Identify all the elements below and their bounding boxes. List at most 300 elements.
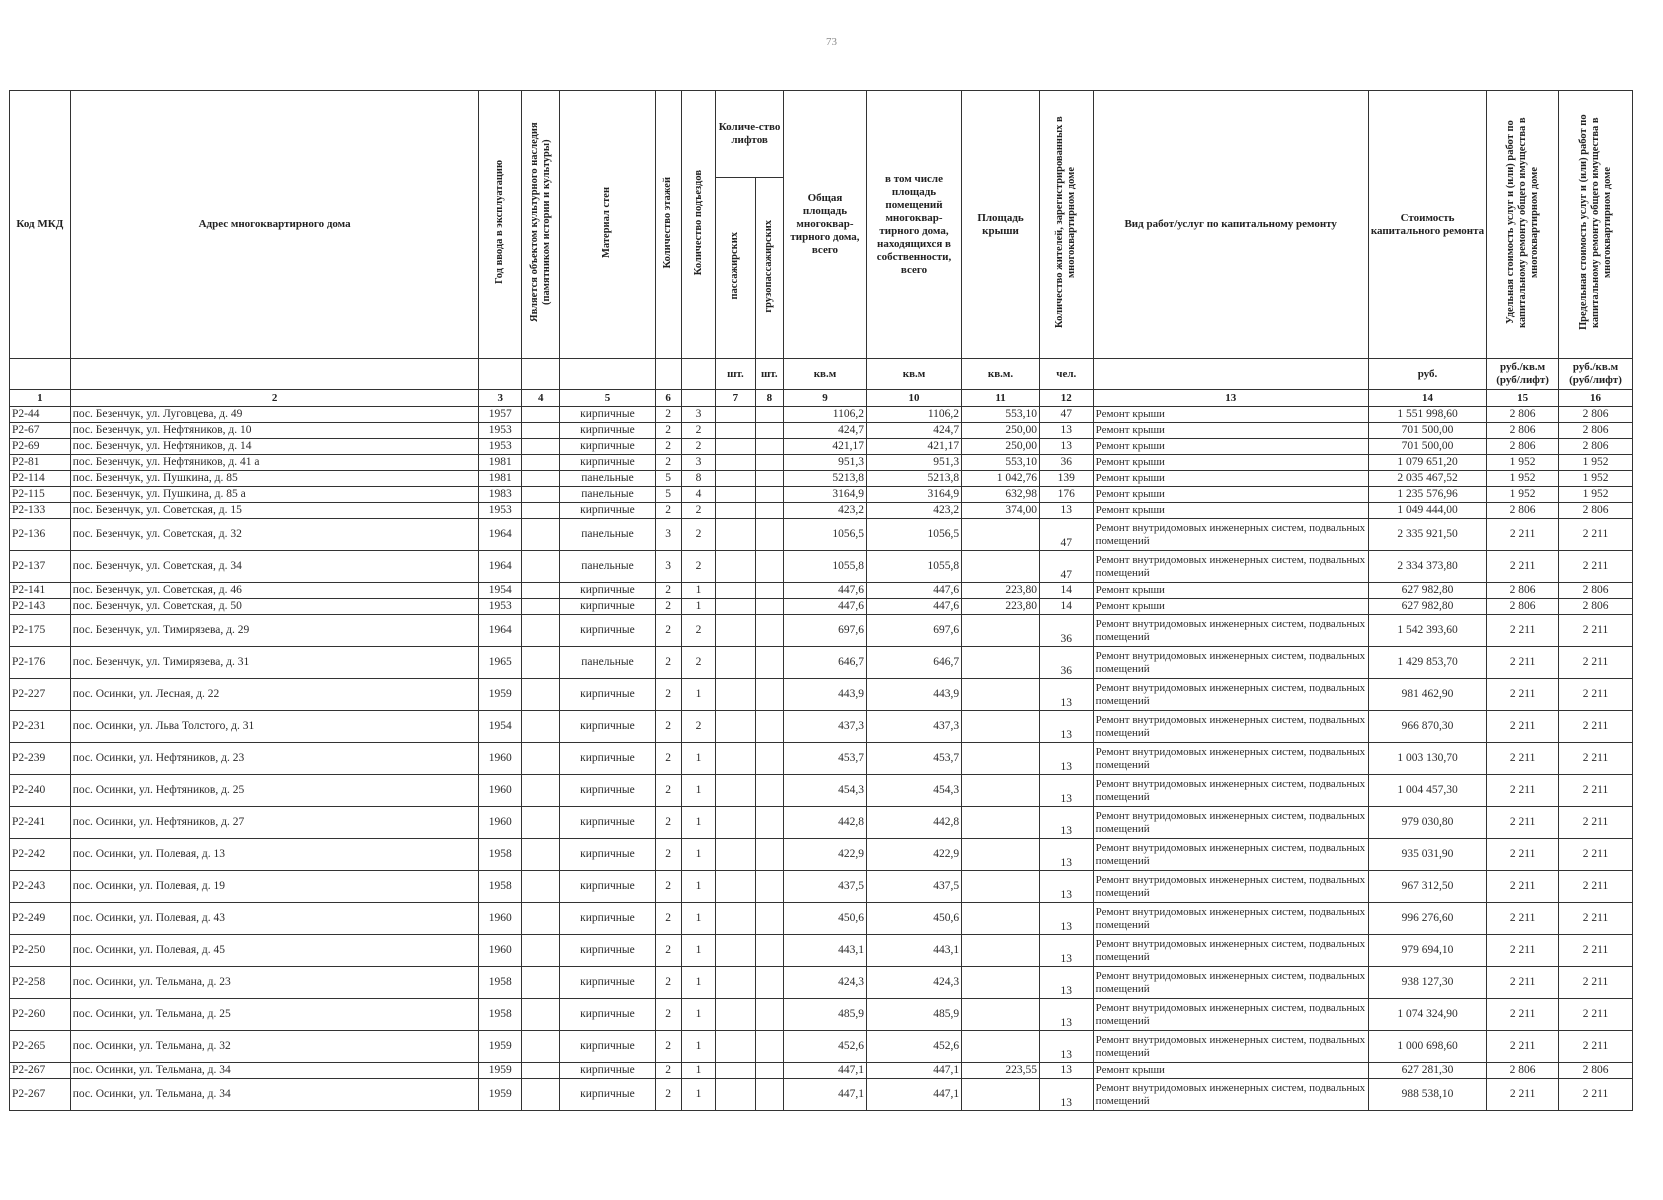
cell-material: кирпичные <box>560 871 655 903</box>
cell-lifts-passenger <box>716 455 755 471</box>
table-row <box>10 871 1633 903</box>
cell-heritage <box>521 599 559 615</box>
header-unit-cost: Удельная стоимость услуг и (или) работ по капитальному ремонту общего имущества в многоквартирном доме <box>1487 91 1559 359</box>
cell-roof-area: 250,00 <box>962 439 1040 455</box>
cell-code: Р2-81 <box>10 455 71 471</box>
column-number: 6 <box>655 390 681 407</box>
cell-floors: 2 <box>655 1079 681 1111</box>
cell-work-type: Ремонт крыши <box>1093 583 1368 599</box>
cell-material: кирпичные <box>560 679 655 711</box>
cell-total-area: 424,3 <box>783 967 866 999</box>
column-number: 16 <box>1559 390 1633 407</box>
cell-roof-area <box>962 935 1040 967</box>
unit-max-cost: руб./кв.м (руб/лифт) <box>1559 359 1633 390</box>
cell-residents: 13 <box>1039 1063 1093 1079</box>
cell-floors: 2 <box>655 743 681 775</box>
cell-year: 1983 <box>479 487 521 503</box>
cell-code: Р2-250 <box>10 935 71 967</box>
cell-entrances: 4 <box>681 487 715 503</box>
header-year: Год ввода в эксплуатацию <box>479 91 521 359</box>
cell-roof-area: 553,10 <box>962 455 1040 471</box>
cell-lifts-passenger <box>716 407 755 423</box>
cell-floors: 2 <box>655 439 681 455</box>
cell-code: Р2-267 <box>10 1079 71 1111</box>
cell-max-cost: 2 211 <box>1559 807 1633 839</box>
cell-entrances: 1 <box>681 999 715 1031</box>
cell-material: кирпичные <box>560 1031 655 1063</box>
header-roof-area: Площадь крыши <box>962 91 1040 359</box>
cell-material: кирпичные <box>560 999 655 1031</box>
cell-heritage <box>521 455 559 471</box>
cell-max-cost: 2 806 <box>1559 1063 1633 1079</box>
cell-entrances: 3 <box>681 455 715 471</box>
cell-unit-cost: 2 211 <box>1487 519 1559 551</box>
cell-entrances: 3 <box>681 407 715 423</box>
cell-address: пос. Безенчук, ул. Советская, д. 15 <box>70 503 479 519</box>
cell-owned-area: 437,3 <box>866 711 961 743</box>
cell-address: пос. Осинки, ул. Нефтяников, д. 27 <box>70 807 479 839</box>
cell-max-cost: 1 952 <box>1559 487 1633 503</box>
cell-material: кирпичные <box>560 407 655 423</box>
column-number: 4 <box>521 390 559 407</box>
cell-floors: 2 <box>655 967 681 999</box>
column-number: 8 <box>755 390 783 407</box>
cell-work-type: Ремонт внутридомовых инженерных систем, подвальных помещений <box>1093 871 1368 903</box>
cell-total-area: 3164,9 <box>783 487 866 503</box>
cell-lifts-cargo <box>755 711 783 743</box>
cell-roof-area <box>962 711 1040 743</box>
cell-code: Р2-143 <box>10 599 71 615</box>
table-row <box>10 615 1633 647</box>
cell-code: Р2-243 <box>10 871 71 903</box>
column-number <box>681 390 715 407</box>
cell-work-type: Ремонт внутридомовых инженерных систем, подвальных помещений <box>1093 647 1368 679</box>
table-row <box>10 551 1633 583</box>
column-number: 9 <box>783 390 866 407</box>
cell-entrances: 1 <box>681 599 715 615</box>
cell-address: пос. Осинки, ул. Тельмана, д. 34 <box>70 1063 479 1079</box>
cell-material: панельные <box>560 647 655 679</box>
cell-address: пос. Безенчук, ул. Тимирязева, д. 29 <box>70 615 479 647</box>
cell-heritage <box>521 807 559 839</box>
table-row <box>10 487 1633 503</box>
cell-residents: 13 <box>1039 935 1093 967</box>
cell-owned-area: 424,7 <box>866 423 961 439</box>
cell-owned-area: 3164,9 <box>866 487 961 503</box>
table-row <box>10 407 1633 423</box>
cell-owned-area: 697,6 <box>866 615 961 647</box>
cell-roof-area <box>962 775 1040 807</box>
cell-year: 1958 <box>479 871 521 903</box>
cell-lifts-cargo <box>755 743 783 775</box>
cell-owned-area: 422,9 <box>866 839 961 871</box>
header-address: Адрес многоквартирного дома <box>70 91 479 359</box>
header-lifts-cargo: грузопассажирских <box>755 177 783 358</box>
cell-work-type: Ремонт внутридомовых инженерных систем, подвальных помещений <box>1093 743 1368 775</box>
unit-roof-area: кв.м. <box>962 359 1040 390</box>
cell-cost: 967 312,50 <box>1368 871 1486 903</box>
cell-code: Р2-242 <box>10 839 71 871</box>
table-row <box>10 1031 1633 1063</box>
cell-lifts-cargo <box>755 1079 783 1111</box>
cell-entrances: 1 <box>681 775 715 807</box>
cell-unit-cost: 2 211 <box>1487 999 1559 1031</box>
cell-roof-area <box>962 839 1040 871</box>
cell-owned-area: 1106,2 <box>866 407 961 423</box>
cell-residents: 13 <box>1039 807 1093 839</box>
cell-floors: 2 <box>655 455 681 471</box>
cell-address: пос. Осинки, ул. Полевая, д. 13 <box>70 839 479 871</box>
cell-year: 1959 <box>479 1031 521 1063</box>
cell-material: кирпичные <box>560 743 655 775</box>
cell-total-area: 443,9 <box>783 679 866 711</box>
cell-lifts-passenger <box>716 807 755 839</box>
cell-residents: 13 <box>1039 439 1093 455</box>
cell-heritage <box>521 407 559 423</box>
cell-unit-cost: 2 211 <box>1487 903 1559 935</box>
cell-entrances: 1 <box>681 1079 715 1111</box>
cell-entrances: 2 <box>681 615 715 647</box>
cell-cost: 2 335 921,50 <box>1368 519 1486 551</box>
cell-entrances: 1 <box>681 871 715 903</box>
cell-roof-area: 553,10 <box>962 407 1040 423</box>
cell-code: Р2-137 <box>10 551 71 583</box>
header-max-cost: Предельная стоимость услуг и (или) работ по капитальному ремонту общего имущества в многоквартирном доме <box>1559 91 1633 359</box>
header-entrances: Количество подъездов <box>681 91 715 359</box>
cell-work-type: Ремонт внутридомовых инженерных систем, подвальных помещений <box>1093 775 1368 807</box>
cell-floors: 2 <box>655 583 681 599</box>
cell-code: Р2-176 <box>10 647 71 679</box>
cell-address: пос. Осинки, ул. Льва Толстого, д. 31 <box>70 711 479 743</box>
cell-year: 1960 <box>479 775 521 807</box>
cell-total-area: 442,8 <box>783 807 866 839</box>
cell-lifts-passenger <box>716 599 755 615</box>
cell-roof-area: 250,00 <box>962 423 1040 439</box>
cell-total-area: 1055,8 <box>783 551 866 583</box>
cell-code: Р2-136 <box>10 519 71 551</box>
cell-roof-area: 1 042,76 <box>962 471 1040 487</box>
cell-code: Р2-231 <box>10 711 71 743</box>
cell-max-cost: 2 211 <box>1559 615 1633 647</box>
cell-cost: 627 982,80 <box>1368 599 1486 615</box>
cell-work-type: Ремонт внутридомовых инженерных систем, подвальных помещений <box>1093 1079 1368 1111</box>
cell-total-area: 447,6 <box>783 583 866 599</box>
cell-work-type: Ремонт внутридомовых инженерных систем, подвальных помещений <box>1093 615 1368 647</box>
cell-address: пос. Осинки, ул. Тельмана, д. 32 <box>70 1031 479 1063</box>
cell-unit-cost: 2 211 <box>1487 967 1559 999</box>
cell-total-area: 443,1 <box>783 935 866 967</box>
cell-cost: 1 551 998,60 <box>1368 407 1486 423</box>
cell-year: 1960 <box>479 935 521 967</box>
cell-heritage <box>521 679 559 711</box>
cell-cost: 1 235 576,96 <box>1368 487 1486 503</box>
header-lifts-passenger: пассажирских <box>716 177 755 358</box>
cell-year: 1960 <box>479 903 521 935</box>
cell-total-area: 485,9 <box>783 999 866 1031</box>
table-row <box>10 775 1633 807</box>
cell-heritage <box>521 999 559 1031</box>
cell-address: пос. Безенчук, ул. Пушкина, д. 85 <box>70 471 479 487</box>
cell-unit-cost: 2 211 <box>1487 679 1559 711</box>
table-row <box>10 503 1633 519</box>
cell-work-type: Ремонт внутридомовых инженерных систем, подвальных помещений <box>1093 967 1368 999</box>
cell-lifts-passenger <box>716 711 755 743</box>
cell-roof-area <box>962 647 1040 679</box>
cell-roof-area <box>962 1031 1040 1063</box>
cell-lifts-cargo <box>755 455 783 471</box>
cell-code: Р2-44 <box>10 407 71 423</box>
cell-lifts-cargo <box>755 775 783 807</box>
cell-roof-area: 223,55 <box>962 1063 1040 1079</box>
cell-entrances: 1 <box>681 743 715 775</box>
cell-unit-cost: 2 211 <box>1487 839 1559 871</box>
cell-floors: 2 <box>655 903 681 935</box>
cell-unit-cost: 2 211 <box>1487 743 1559 775</box>
cell-residents: 13 <box>1039 1031 1093 1063</box>
cell-lifts-cargo <box>755 599 783 615</box>
cell-owned-area: 447,1 <box>866 1063 961 1079</box>
cell-lifts-cargo <box>755 471 783 487</box>
cell-entrances: 2 <box>681 647 715 679</box>
cell-code: Р2-115 <box>10 487 71 503</box>
cell-heritage <box>521 471 559 487</box>
cell-unit-cost: 2 211 <box>1487 935 1559 967</box>
cell-heritage <box>521 935 559 967</box>
cell-roof-area: 223,80 <box>962 583 1040 599</box>
cell-residents: 13 <box>1039 839 1093 871</box>
cell-lifts-passenger <box>716 1031 755 1063</box>
cell-address: пос. Осинки, ул. Тельмана, д. 25 <box>70 999 479 1031</box>
cell-year: 1959 <box>479 1063 521 1079</box>
cell-work-type: Ремонт крыши <box>1093 599 1368 615</box>
cell-roof-area <box>962 615 1040 647</box>
header-lifts: Количе-ство лифтов <box>716 91 784 178</box>
cell-owned-area: 1056,5 <box>866 519 961 551</box>
cell-heritage <box>521 423 559 439</box>
cell-residents: 36 <box>1039 455 1093 471</box>
cell-unit-cost: 2 211 <box>1487 775 1559 807</box>
cell-total-area: 447,6 <box>783 599 866 615</box>
cell-unit-cost: 2 211 <box>1487 871 1559 903</box>
cell-owned-area: 423,2 <box>866 503 961 519</box>
header-cost: Стоимость капитального ремонта <box>1368 91 1486 359</box>
cell-owned-area: 424,3 <box>866 967 961 999</box>
column-number-row <box>10 390 1633 407</box>
cell-residents: 13 <box>1039 679 1093 711</box>
column-number: 12 <box>1039 390 1093 407</box>
cell-residents: 13 <box>1039 423 1093 439</box>
cell-floors: 2 <box>655 807 681 839</box>
cell-heritage <box>521 967 559 999</box>
cell-code: Р2-227 <box>10 679 71 711</box>
cell-address: пос. Осинки, ул. Полевая, д. 43 <box>70 903 479 935</box>
cell-floors: 2 <box>655 711 681 743</box>
cell-cost: 701 500,00 <box>1368 423 1486 439</box>
cell-entrances: 1 <box>681 935 715 967</box>
cell-lifts-cargo <box>755 839 783 871</box>
cell-owned-area: 447,6 <box>866 583 961 599</box>
cell-unit-cost: 1 952 <box>1487 487 1559 503</box>
cell-work-type: Ремонт внутридомовых инженерных систем, подвальных помещений <box>1093 807 1368 839</box>
cell-lifts-passenger <box>716 871 755 903</box>
cell-heritage <box>521 487 559 503</box>
cell-total-area: 454,3 <box>783 775 866 807</box>
header-work-type: Вид работ/услуг по капитальному ремонту <box>1093 91 1368 359</box>
cell-owned-area: 485,9 <box>866 999 961 1031</box>
cell-material: кирпичные <box>560 967 655 999</box>
cell-roof-area <box>962 551 1040 583</box>
cell-roof-area <box>962 743 1040 775</box>
cell-cost: 988 538,10 <box>1368 1079 1486 1111</box>
cell-owned-area: 442,8 <box>866 807 961 839</box>
cell-max-cost: 2 211 <box>1559 839 1633 871</box>
cell-year: 1959 <box>479 1079 521 1111</box>
cell-max-cost: 1 952 <box>1559 471 1633 487</box>
header-heritage: Является объектом культурного наследия (памятником истории и культуры) <box>521 91 559 359</box>
cell-total-area: 1106,2 <box>783 407 866 423</box>
cell-residents: 13 <box>1039 1079 1093 1111</box>
cell-address: пос. Осинки, ул. Тельмана, д. 23 <box>70 967 479 999</box>
cell-max-cost: 2 211 <box>1559 999 1633 1031</box>
cell-owned-area: 452,6 <box>866 1031 961 1063</box>
cell-residents: 14 <box>1039 599 1093 615</box>
cell-max-cost: 2 806 <box>1559 503 1633 519</box>
cell-heritage <box>521 711 559 743</box>
column-number: 2 <box>70 390 479 407</box>
cell-entrances: 2 <box>681 519 715 551</box>
cell-lifts-cargo <box>755 503 783 519</box>
unit-owned-area: кв.м <box>866 359 961 390</box>
cell-total-area: 422,9 <box>783 839 866 871</box>
cell-address: пос. Безенчук, ул. Советская, д. 46 <box>70 583 479 599</box>
cell-entrances: 2 <box>681 551 715 583</box>
cell-unit-cost: 2 806 <box>1487 439 1559 455</box>
cell-residents: 13 <box>1039 903 1093 935</box>
cell-heritage <box>521 775 559 807</box>
cell-work-type: Ремонт внутридомовых инженерных систем, подвальных помещений <box>1093 551 1368 583</box>
cell-roof-area <box>962 519 1040 551</box>
cell-cost: 1 049 444,00 <box>1368 503 1486 519</box>
table-row <box>10 519 1633 551</box>
table-row <box>10 839 1633 871</box>
cell-material: кирпичные <box>560 439 655 455</box>
cell-address: пос. Безенчук, ул. Нефтяников, д. 14 <box>70 439 479 455</box>
cell-code: Р2-114 <box>10 471 71 487</box>
cell-lifts-cargo <box>755 551 783 583</box>
cell-owned-area: 450,6 <box>866 903 961 935</box>
cell-address: пос. Осинки, ул. Лесная, д. 22 <box>70 679 479 711</box>
cell-unit-cost: 2 806 <box>1487 599 1559 615</box>
cell-address: пос. Безенчук, ул. Тимирязева, д. 31 <box>70 647 479 679</box>
cell-year: 1959 <box>479 679 521 711</box>
cell-address: пос. Осинки, ул. Нефтяников, д. 23 <box>70 743 479 775</box>
cell-year: 1958 <box>479 967 521 999</box>
cell-lifts-passenger <box>716 1063 755 1079</box>
cell-address: пос. Осинки, ул. Нефтяников, д. 25 <box>70 775 479 807</box>
cell-total-area: 423,2 <box>783 503 866 519</box>
cell-code: Р2-240 <box>10 775 71 807</box>
table-body <box>10 407 1633 1111</box>
cell-material: кирпичные <box>560 775 655 807</box>
unit-unit-cost: руб./кв.м (руб/лифт) <box>1487 359 1559 390</box>
cell-address: пос. Безенчук, ул. Луговцева, д. 49 <box>70 407 479 423</box>
cell-floors: 5 <box>655 471 681 487</box>
cell-total-area: 447,1 <box>783 1079 866 1111</box>
cell-floors: 2 <box>655 999 681 1031</box>
cell-lifts-passenger <box>716 487 755 503</box>
cell-residents: 36 <box>1039 615 1093 647</box>
cell-unit-cost: 2 806 <box>1487 583 1559 599</box>
cell-lifts-cargo <box>755 807 783 839</box>
cell-year: 1953 <box>479 599 521 615</box>
cell-total-area: 424,7 <box>783 423 866 439</box>
cell-max-cost: 2 211 <box>1559 871 1633 903</box>
cell-residents: 13 <box>1039 775 1093 807</box>
cell-cost: 627 982,80 <box>1368 583 1486 599</box>
column-number: 13 <box>1093 390 1368 407</box>
cell-material: кирпичные <box>560 455 655 471</box>
cell-floors: 2 <box>655 871 681 903</box>
table-row <box>10 583 1633 599</box>
cell-cost: 996 276,60 <box>1368 903 1486 935</box>
cell-residents: 13 <box>1039 711 1093 743</box>
cell-floors: 2 <box>655 935 681 967</box>
header-residents: Количество жителей, зарегистрированных в многоквартирном доме <box>1039 91 1093 359</box>
cell-material: кирпичные <box>560 807 655 839</box>
cell-owned-area: 454,3 <box>866 775 961 807</box>
cell-work-type: Ремонт крыши <box>1093 423 1368 439</box>
cell-cost: 1 000 698,60 <box>1368 1031 1486 1063</box>
cell-lifts-passenger <box>716 519 755 551</box>
cell-year: 1958 <box>479 999 521 1031</box>
cell-lifts-passenger <box>716 423 755 439</box>
cell-unit-cost: 1 952 <box>1487 455 1559 471</box>
cell-floors: 2 <box>655 503 681 519</box>
cell-max-cost: 2 211 <box>1559 711 1633 743</box>
cell-lifts-passenger <box>716 743 755 775</box>
cell-entrances: 2 <box>681 423 715 439</box>
cell-lifts-cargo <box>755 967 783 999</box>
cell-owned-area: 1055,8 <box>866 551 961 583</box>
cell-cost: 701 500,00 <box>1368 439 1486 455</box>
cell-year: 1953 <box>479 423 521 439</box>
cell-residents: 47 <box>1039 551 1093 583</box>
cell-residents: 176 <box>1039 487 1093 503</box>
header-total-area: Общая площадь многоквар-тирного дома, всего <box>783 91 866 359</box>
cell-year: 1981 <box>479 455 521 471</box>
cell-residents: 47 <box>1039 407 1093 423</box>
table-row <box>10 999 1633 1031</box>
cell-lifts-passenger <box>716 679 755 711</box>
cell-lifts-cargo <box>755 935 783 967</box>
cell-work-type: Ремонт крыши <box>1093 439 1368 455</box>
cell-lifts-passenger <box>716 647 755 679</box>
cell-owned-area: 421,17 <box>866 439 961 455</box>
cell-work-type: Ремонт внутридомовых инженерных систем, подвальных помещений <box>1093 999 1368 1031</box>
table-row <box>10 599 1633 615</box>
cell-material: кирпичные <box>560 503 655 519</box>
cell-material: кирпичные <box>560 903 655 935</box>
cell-total-area: 437,5 <box>783 871 866 903</box>
cell-material: панельные <box>560 471 655 487</box>
cell-total-area: 437,3 <box>783 711 866 743</box>
cell-material: кирпичные <box>560 711 655 743</box>
cell-address: пос. Безенчук, ул. Советская, д. 34 <box>70 551 479 583</box>
cell-entrances: 8 <box>681 471 715 487</box>
cell-code: Р2-260 <box>10 999 71 1031</box>
table-row <box>10 647 1633 679</box>
cell-owned-area: 646,7 <box>866 647 961 679</box>
